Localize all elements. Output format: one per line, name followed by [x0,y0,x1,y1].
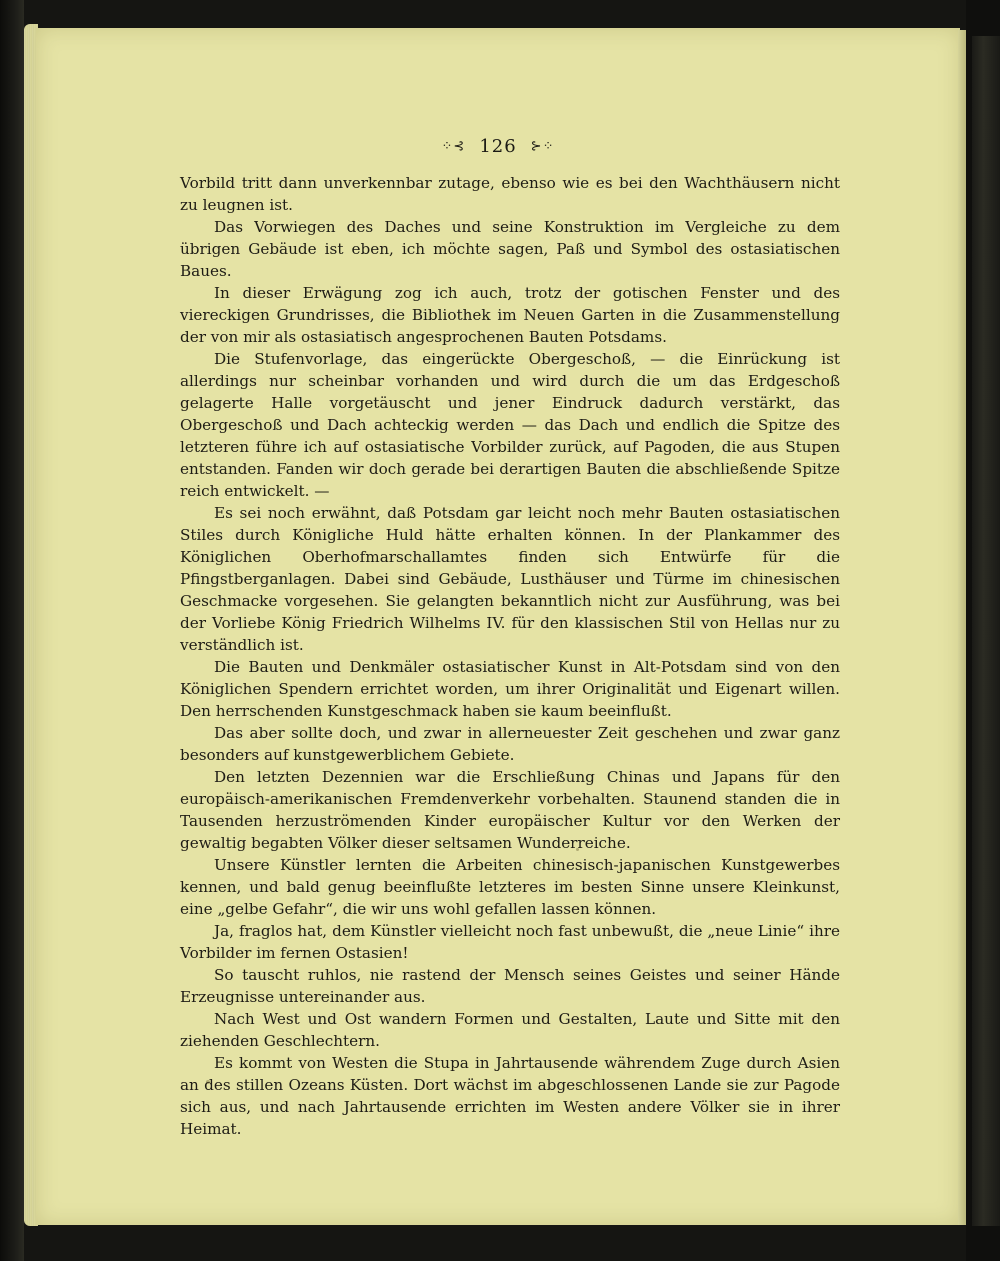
ornament-right: ⊱⁘ [530,139,555,154]
paper-speck [206,1080,210,1084]
paragraph: Die Bauten und Denkmäler ostasiatischer Kunst in Alt-Potsdam sind von den Königlichen Spendern errichtet worden, um ihrer Originalität und Eigenart willen. Den herrschenden Kunstgeschmack haben sie kaum beeinflußt. [180,658,840,720]
page-header [36,136,960,157]
book-page [36,28,960,1225]
paragraph: Nach West und Ost wandern Formen und Gestalten, Laute und Sitte mit den ziehenden Geschlechtern. [180,1010,840,1050]
paragraph: So tauscht ruhlos, nie rastend der Mensch seines Geistes und seiner Hände Erzeugnisse untereinander aus. [180,966,840,1006]
page-right-edge [958,30,966,1225]
paragraph: Vorbild tritt dann unverkennbar zutage, ebenso wie es bei den Wachthäusern nicht zu leugnen ist. [180,174,840,214]
paragraph: Den letzten Dezennien war die Erschließung Chinas und Japans für den europäisch-amerikanischen Fremdenverkehr vorbehalten. Staunend standen die in Tausenden herzuströmenden Kinder europäischer Kultur vor den Werken der gewaltig begabten Völker dieser seltsamen Wunderreiche. [180,768,840,852]
body-text [180,172,840,1140]
page-number: 126 [479,136,517,157]
paper-speck [576,848,579,851]
paragraph: Es kommt von Westen die Stupa in Jahrtausende währendem Zuge durch Asien an des stillen Ozeans Küsten. Dort wächst im abgeschlossenen Lande sie zur Pagode sich aus, und nach Jahrtausende errichten im Westen andere Völker sie in ihrer Heimat. [180,1054,840,1138]
paragraph: Die Stufenvorlage, das eingerückte Obergeschoß, — die Einrückung ist allerdings nur scheinbar vorhanden und wird durch die um das Erdgeschoß gelagerte Halle vorgetäuscht und jener Eindruck dadurch verstärkt, das Obergeschoß und Dach achteckig werden — das Dach und endlich die Spitze des letzteren führe ich auf ostasiatische Vorbilder zurück, auf Pagoden, die aus Stupen entstanden. Fanden wir doch gerade bei derartigen Bauten die abschließende Spitze reich entwickelt. — [180,350,840,500]
paragraph: Es sei noch erwähnt, daß Potsdam gar leicht noch mehr Bauten ostasiatischen Stiles durch Königliche Huld hätte erhalten können. In der Plankammer des Königlichen Oberhofmarschallamtes finden sich Entwürfe für die Pfingstberganlagen. Dabei sind Gebäude, Lusthäuser und Türme im chinesischen Geschmacke vorgesehen. Sie gelangten bekanntlich nicht zur Ausführung, was bei der Vorliebe König Friedrich Wilhelms IV. für den klassischen Stil von Hellas nur zu verständlich ist. [180,504,840,654]
paragraph: Das aber sollte doch, und zwar in allerneuester Zeit geschehen und zwar ganz besonders auf kunstgewerblichem Gebiete. [180,724,840,764]
paragraph: In dieser Erwägung zog ich auch, trotz der gotischen Fenster und des viereckigen Grundrisses, die Bibliothek im Neuen Garten in die Zusammenstellung der von mir als ostasiatisch angesprochenen Bauten Potsdams. [180,284,840,346]
book-spine [0,0,24,1261]
paragraph: Das Vorwiegen des Daches und seine Konstruktion im Vergleiche zu dem übrigen Gebäude ist eben, ich möchte sagen, Paß und Symbol des ostasiatischen Baues. [180,218,840,280]
facing-page-edge [972,36,1000,1226]
paragraph: Ja, fraglos hat, dem Künstler vielleicht noch fast unbewußt, die „neue Linie“ ihre Vorbilder im fernen Ostasien! [180,922,840,962]
paragraph: Unsere Künstler lernten die Arbeiten chinesisch-japanischen Kunstgewerbes kennen, und bald genug beeinflußte letzteres im besten Sinne unsere Kleinkunst, eine „gelbe Gefahr“, die wir uns wohl gefallen lassen können. [180,856,840,918]
ornament-left: ⁘⊰ [441,139,466,154]
